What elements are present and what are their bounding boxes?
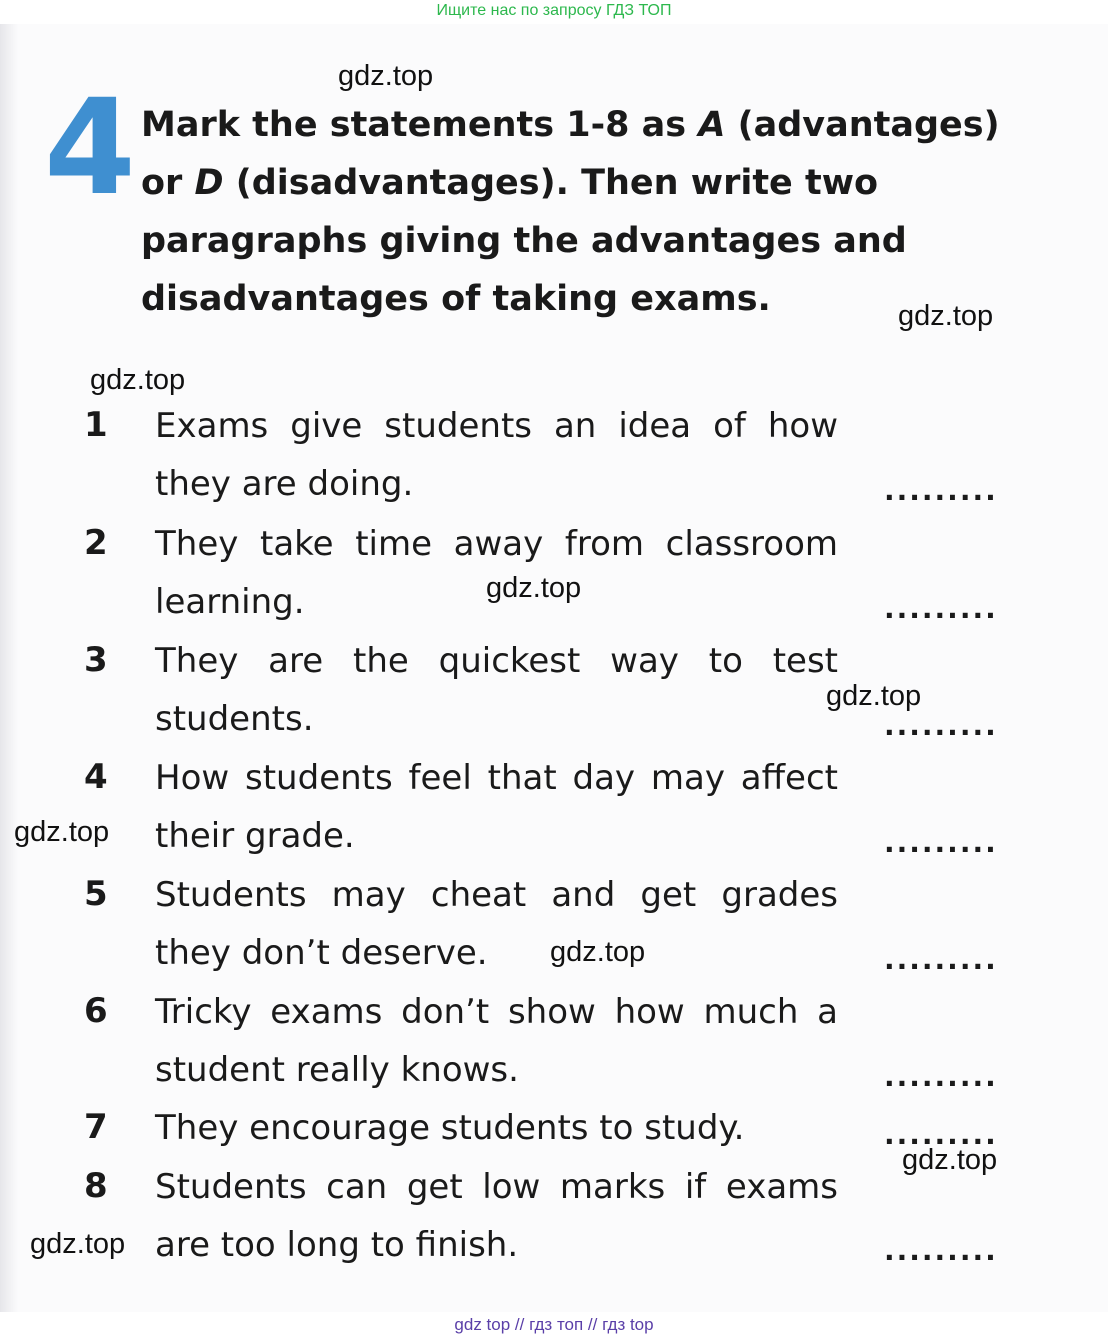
instruction-letter-a: A xyxy=(698,105,726,145)
answer-blank[interactable]: ......... xyxy=(884,1234,998,1267)
item-text: Students may cheat and get grades they don’t deserve. xyxy=(155,875,838,973)
answer-blank[interactable]: ......... xyxy=(884,943,998,976)
answer-blank[interactable]: ......... xyxy=(884,1060,998,1093)
bottom-banner[interactable]: gdz top // гдз топ // гдз top xyxy=(454,1315,654,1334)
item-text: Students can get low marks if exams are too long to finish. xyxy=(155,1167,838,1265)
scan-edge-shadow xyxy=(0,24,18,1312)
instruction-part-1: Mark the statements 1-8 as xyxy=(141,105,699,145)
task-instruction xyxy=(141,96,1021,328)
answer-blank[interactable]: ......... xyxy=(884,474,998,507)
watermark: gdz.top xyxy=(550,936,646,968)
item-number: 1 xyxy=(84,405,108,445)
item-number: 7 xyxy=(84,1107,108,1147)
watermark: gdz.top xyxy=(14,816,110,848)
instruction-letter-d: D xyxy=(194,163,224,203)
item-text: They take time away from classroom learning. xyxy=(155,524,838,622)
item-number: 2 xyxy=(84,523,108,563)
item-text: How students feel that day may affect their grade. xyxy=(155,758,838,856)
instruction-part-2: (advantages) or xyxy=(141,105,1000,203)
watermark: gdz.top xyxy=(826,680,922,712)
watermark: gdz.top xyxy=(30,1228,126,1260)
answer-blank[interactable]: ......... xyxy=(884,826,998,859)
watermark: gdz.top xyxy=(486,572,582,604)
watermark: gdz.top xyxy=(902,1144,998,1176)
item-number: 6 xyxy=(84,991,108,1031)
task-number: 4 xyxy=(44,71,132,225)
item-text: Exams give students an idea of how they are doing. xyxy=(155,406,838,504)
watermark: gdz.top xyxy=(898,300,994,332)
watermark: gdz.top xyxy=(90,364,186,396)
answer-blank[interactable]: ......... xyxy=(884,709,998,742)
item-text: They are the quickest way to test students. xyxy=(155,641,838,739)
item-number: 3 xyxy=(84,640,108,680)
item-number: 5 xyxy=(84,874,108,914)
item-text: Tricky exams don’t show how much a student really knows. xyxy=(155,992,838,1090)
top-banner[interactable]: Ищите нас по запросу ГДЗ ТОП xyxy=(436,2,672,19)
item-number: 8 xyxy=(84,1166,108,1206)
watermark: gdz.top xyxy=(338,60,434,92)
item-number: 4 xyxy=(84,757,108,797)
answer-blank[interactable]: ......... xyxy=(884,1118,998,1151)
answer-blank[interactable]: ......... xyxy=(884,592,998,625)
item-text: They encourage students to study. xyxy=(155,1108,745,1148)
instruction-part-3: (disadvantages). Then write two paragraphs giving the advantages and disadvantages of taking exams. xyxy=(141,163,907,319)
